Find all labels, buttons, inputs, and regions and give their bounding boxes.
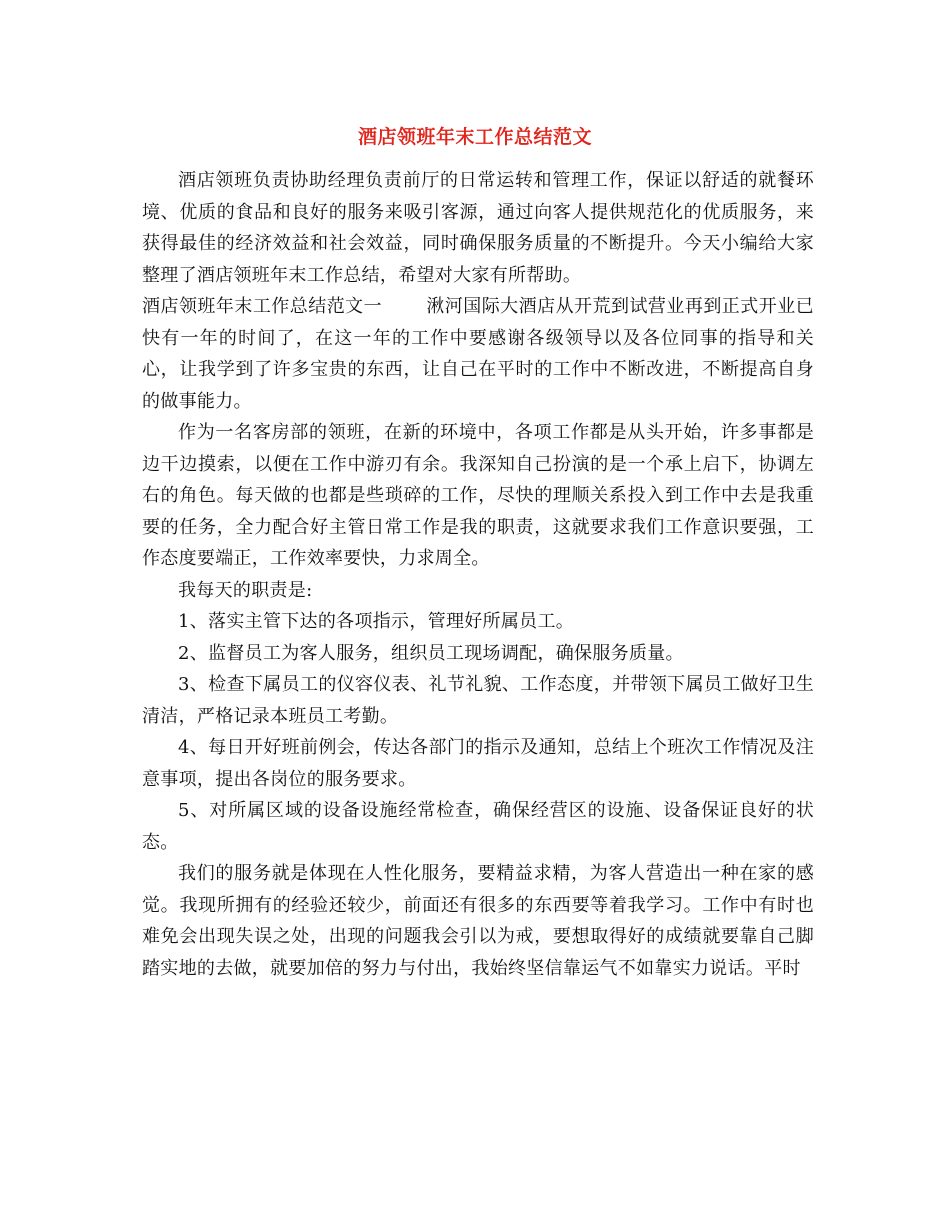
section-one-paragraph [142, 291, 814, 417]
section-first-text: 湫河国际大酒店从开荒到试营业再到正式开业已快有一年的时间了，在这一年的工作中要感谢各级领导以及各位同事的指导和关心，让我学到了许多宝贵的东西，让自己在平时的工作中不断改进，不断提高自身的做事能力。 [142, 296, 814, 412]
duty-item: 2、监督员工为客人服务，组织员工现场调配，确保服务质量。 [178, 642, 684, 664]
duty-item: 4、每日开好班前例会，传达各部门的指示及通知，总结上个班次工作情况及注意事项，提出各岗位的服务要求。 [142, 737, 814, 790]
intro-paragraph: 酒店领班负责协助经理负责前厅的日常运转和管理工作，保证以舒适的就餐环境、优质的食品和良好的服务来吸引客源，通过向客人提供规范化的优质服务，来获得最佳的经济效益和社会效益，同时确保服务质量的不断提升。今天小编给大家整理了酒店领班年末工作总结，希望对大家有所帮助。 [142, 170, 814, 286]
document-title: 酒店领班年末工作总结范文 [357, 126, 592, 148]
service-paragraph: 我们的服务就是体现在人性化服务，要精益求精，为客人营造出一种在家的感觉。我现所拥有的经验还较少，前面还有很多的东西要等着我学习。工作中有时也难免会出现失误之处，出现的问题我会引以为戒，要想取得好的成绩就要靠自己脚踏实地的去做，就要加倍的努力与付出，我始终坚信靠运气不如靠实力说话。平时 [142, 863, 814, 979]
role-paragraph: 作为一名客房部的领班，在新的环境中，各项工作都是从头开始，许多事都是边干边摸索，以便在工作中游刃有余。我深知自己扮演的是一个承上启下，协调左右的角色。每天做的也都是些琐碎的工作，尽快的理顺关系投入到工作中去是我重要的任务，全力配合好主管日常工作是我的职责，这就要求我们工作意识要强，工作态度要端正，工作效率要快，力求周全。 [142, 422, 814, 569]
duties-heading: 我每天的职责是: [178, 579, 313, 601]
duty-item: 1、落实主管下达的各项指示，管理好所属员工。 [178, 611, 575, 632]
document-body [142, 165, 814, 984]
duty-item: 5、对所属区域的设备设施经常检查，确保经营区的设施、设备保证良好的状态。 [142, 800, 814, 853]
duty-item: 3、检查下属员工的仪容仪表、礼节礼貌、工作态度，并带领下属员工做好卫生清洁，严格记录本班员工考勤。 [142, 674, 814, 727]
section-heading: 酒店领班年末工作总结范文一 [142, 296, 383, 317]
